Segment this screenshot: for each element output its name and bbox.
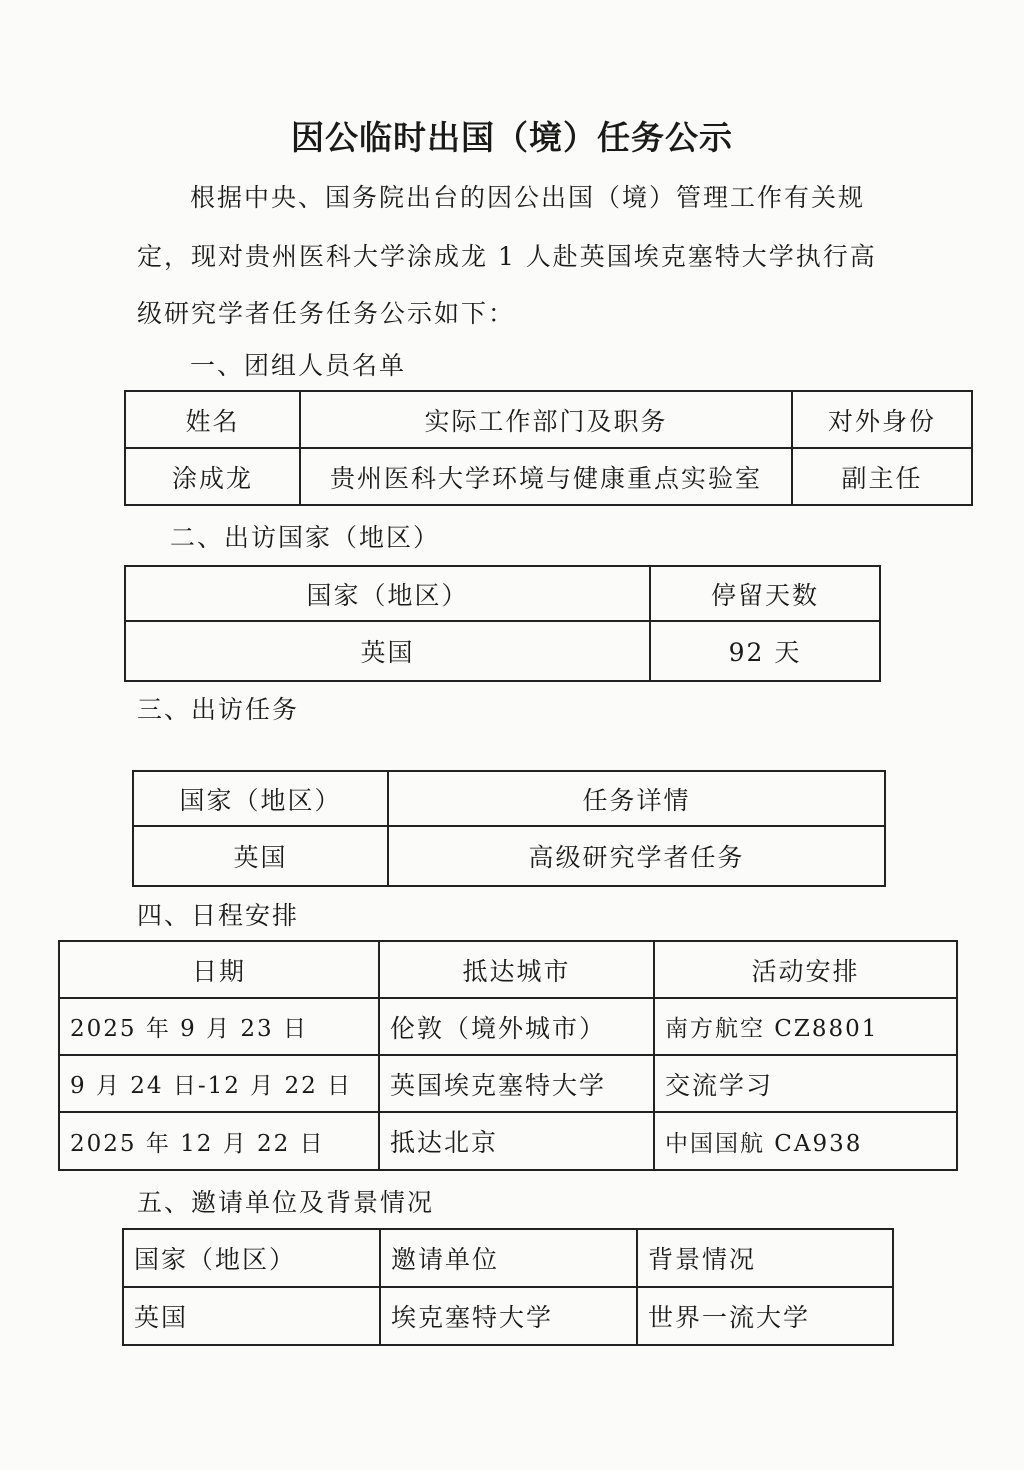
cell-stay-days: 92 天 (650, 621, 880, 681)
cell-identity: 副主任 (792, 448, 972, 505)
cell-inviting-unit: 埃克塞特大学 (380, 1287, 637, 1345)
intro-line-1: 根据中央、国务院出台的因公出国（境）管理工作有关规 (190, 183, 866, 212)
intro-line-3: 级研究学者任务任务公示如下： (137, 299, 516, 328)
table-row (125, 448, 972, 505)
section-3-heading: 三、出访任务 (137, 695, 300, 724)
cell-arrival-city: 抵达北京 (379, 1112, 654, 1170)
header-country: 国家（地区） (133, 771, 388, 826)
header-department: 实际工作部门及职务 (300, 391, 792, 448)
table-row (133, 826, 885, 886)
cell-arrival-city: 伦敦（境外城市） (379, 998, 654, 1055)
header-date: 日期 (59, 941, 379, 998)
cell-background: 世界一流大学 (637, 1287, 893, 1345)
cell-activity: 交流学习 (654, 1055, 957, 1112)
header-activity: 活动安排 (654, 941, 957, 998)
cell-date: 9 月 24 日-12 月 22 日 (59, 1055, 379, 1112)
table-row (125, 621, 880, 681)
cell-department: 贵州医科大学环境与健康重点实验室 (300, 448, 792, 505)
header-name: 姓名 (125, 391, 300, 448)
table-header-row (123, 1229, 893, 1287)
table-header-row (125, 566, 880, 621)
section-2-heading: 二、出访国家（地区） (170, 523, 441, 552)
cell-arrival-city: 英国埃克塞特大学 (379, 1055, 654, 1112)
table-header-row (125, 391, 972, 448)
schedule-table (58, 940, 958, 1171)
header-country: 国家（地区） (125, 566, 650, 621)
personnel-table (124, 390, 973, 506)
table-row (59, 1112, 957, 1170)
table-row (123, 1287, 893, 1345)
header-background: 背景情况 (637, 1229, 893, 1287)
section-5-heading: 五、邀请单位及背景情况 (137, 1188, 435, 1217)
cell-country: 英国 (123, 1287, 380, 1345)
cell-name: 涂成龙 (125, 448, 300, 505)
section-4-heading: 四、日程安排 (137, 901, 300, 930)
cell-date: 2025 年 9 月 23 日 (59, 998, 379, 1055)
section-1-heading: 一、团组人员名单 (190, 351, 407, 380)
document-title: 因公临时出国（境）任务公示 (291, 118, 733, 157)
cell-country: 英国 (133, 826, 388, 886)
cell-mission-details: 高级研究学者任务 (388, 826, 885, 886)
table-row (59, 998, 957, 1055)
header-inviting-unit: 邀请单位 (380, 1229, 637, 1287)
cell-activity: 中国国航 CA938 (654, 1112, 957, 1170)
intro-line-2: 定，现对贵州医科大学涂成龙 1 人赴英国埃克塞特大学执行高 (137, 242, 877, 271)
mission-table (132, 770, 886, 887)
header-identity: 对外身份 (792, 391, 972, 448)
table-header-row (59, 941, 957, 998)
cell-activity: 南方航空 CZ8801 (654, 998, 957, 1055)
header-country: 国家（地区） (123, 1229, 380, 1287)
inviter-table (122, 1228, 894, 1346)
cell-country: 英国 (125, 621, 650, 681)
table-header-row (133, 771, 885, 826)
header-arrival-city: 抵达城市 (379, 941, 654, 998)
cell-date: 2025 年 12 月 22 日 (59, 1112, 379, 1170)
destination-table (124, 565, 881, 682)
header-stay-days: 停留天数 (650, 566, 880, 621)
header-mission-details: 任务详情 (388, 771, 885, 826)
table-row (59, 1055, 957, 1112)
